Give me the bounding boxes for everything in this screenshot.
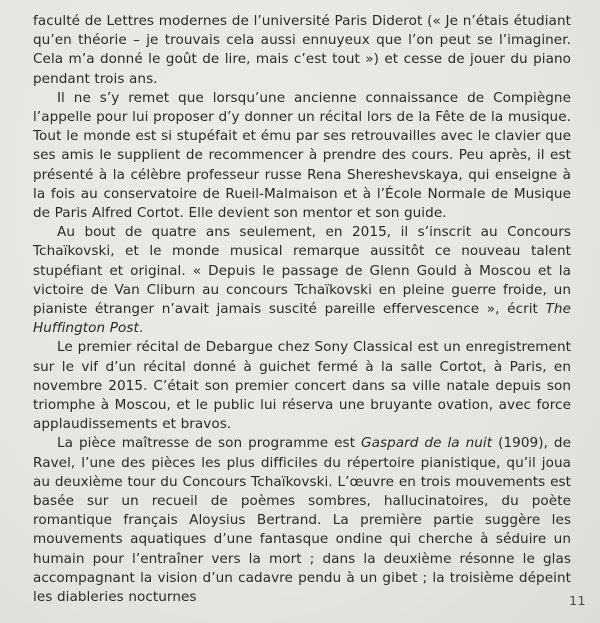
paragraph-3 <box>33 223 571 338</box>
page-number: 11 <box>569 593 586 608</box>
paragraph-4: Le premier récital de Debargue chez Sony Classical est un enregistrement sur le vif d’un récital donné à guichet fermé à la salle Cortot, à Paris, en novembre 2015. C’était son premier concert dans sa ville natale depuis son triomphe à Moscou, et le public lui réserva une bruyante ovation, avec force applaudissements et bravos. <box>33 339 571 433</box>
work-title: Gaspard de la nuit <box>361 435 493 452</box>
paragraph-2: Il ne s’y remet que lorsqu’une ancienne connaissance de Compiègne l’appelle pour lui proposer d’y donner un récital lors de la Fête de la musique. Tout le monde est si stupéfait et ému par ses retrouvailles avec le clavier que ses amis le supplient de recommencer à prendre des cours. Peu après, il est présenté à la célèbre professeur russe Rena Shereshevskaya, qui enseigne à la fois au conservatoire de Rueil-Malmaison et à l’École Normale de Musique de Paris Alfred Cortot. Elle devient son mentor et son guide. <box>33 89 571 222</box>
paragraph-3-text: Au bout de quatre ans seulement, en 2015, il s’inscrit au Concours Tchaïkovski, et le monde musical remarque aussitôt ce nouveau talent stupéfiant et original. « Depuis le passage de Glenn Gould à Moscou et la victoire de Van Cliburn au concours Tchaïkovski en pleine guerre froide, un pianiste étranger n’avait jamais suscité pareille effervescence », écrit <box>33 224 571 318</box>
publication-title: The Huffington Post <box>33 301 571 337</box>
paragraph-5-rest: (1909), de Ravel, l’une des pièces les plus difficiles du répertoire pianistique, qu’il joua au deuxième tour du Concours Tchaïkovski. L’œuvre en trois mouvements est basée sur un recueil de poèmes sombres, hallucinatoires, du poète romantique français Aloysius Bertrand. La première partie suggère les mouvements aquatiques d’une fantasque ondine qui cherche à séduire un humain pour l’entraîner vers la mort ; dans la deuxième résonne le glas accompagnant la vision d’un cadavre pendu à un gibet ; la troisième dépeint les diableries nocturnes <box>33 435 572 606</box>
paragraph-1: faculté de Lettres modernes de l’université Paris Diderot (« Je n’étais étudiant qu’en théorie – je trouvais cela aussi ennuyeux que l’on peut se l’imaginer. Cela m’a donné le goût de lire, mais c’est tout ») et cesse de jouer du piano pendant trois ans. <box>33 13 571 87</box>
paragraph-3-end: . <box>138 320 144 337</box>
text-body <box>33 12 571 607</box>
paragraph-5-text: La pièce maîtresse de son programme est <box>57 435 362 452</box>
paragraph-5 <box>33 434 571 607</box>
